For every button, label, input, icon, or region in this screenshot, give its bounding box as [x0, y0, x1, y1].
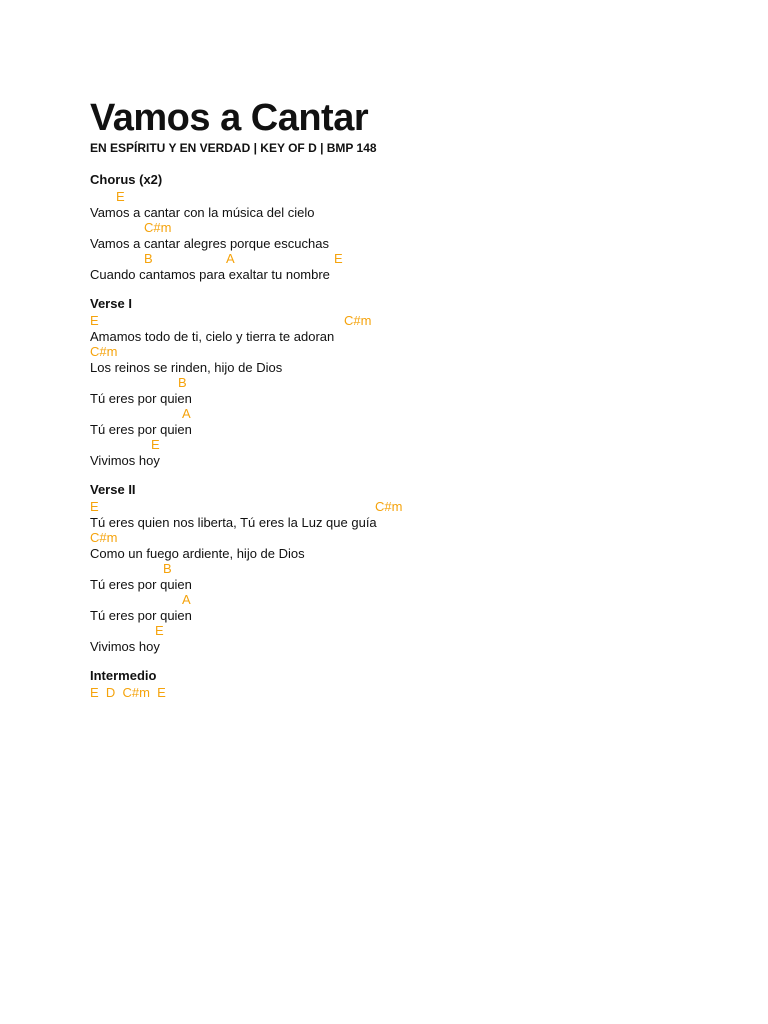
chord: C#m [344, 313, 372, 328]
lyric-line: Cuando cantamos para exaltar tu nombre [90, 266, 330, 282]
chord: B [163, 561, 172, 576]
section-intermedio [90, 667, 730, 701]
chord-line [90, 189, 730, 205]
chord: C#m [375, 499, 403, 514]
chord-line [90, 530, 730, 546]
lyric-line: Tú eres por quien [90, 607, 192, 623]
chord-line [90, 623, 730, 639]
chord: C#m [144, 220, 172, 235]
lyric-line: Vamos a cantar alegres porque escuchas [90, 235, 329, 251]
chord-line [90, 499, 730, 515]
song-sheet [90, 96, 730, 714]
section-title-verse-2: Verse II [90, 482, 136, 497]
chord: B [178, 375, 187, 390]
song-subtitle: EN ESPÍRITU Y EN VERDAD | KEY OF D | BMP 148 [90, 141, 377, 155]
lyric-line: Vivimos hoy [90, 452, 160, 468]
section-verse-2 [90, 481, 730, 654]
chord: E [151, 437, 160, 452]
chord: A [182, 592, 191, 607]
chord-line [90, 375, 730, 391]
song-title: Vamos a Cantar [90, 97, 369, 139]
chord: A [226, 251, 235, 266]
chord: E [116, 189, 125, 204]
chord-line [90, 344, 730, 360]
section-title-chorus: Chorus (x2) [90, 172, 163, 187]
section-title-intermedio: Intermedio [90, 668, 157, 683]
chord: E [155, 623, 164, 638]
lyric-line: Como un fuego ardiente, hijo de Dios [90, 545, 305, 561]
section-verse-1 [90, 295, 730, 468]
chord: C#m [90, 344, 118, 359]
chord-sequence: E D C#m E [90, 685, 166, 700]
section-title-verse-1: Verse I [90, 296, 132, 311]
chord-line [90, 437, 730, 453]
lyric-line: Tú eres por quien [90, 576, 192, 592]
chord-line [90, 561, 730, 577]
lyric-line: Vivimos hoy [90, 638, 160, 654]
chord-line [90, 406, 730, 422]
lyric-line: Vamos a cantar con la música del cielo [90, 204, 315, 220]
chord-line [90, 220, 730, 236]
lyric-line: Amamos todo de ti, cielo y tierra te adoran [90, 328, 335, 344]
section-chorus [90, 171, 730, 282]
chord: B [144, 251, 153, 266]
chord-line [90, 313, 730, 329]
chord: E [90, 499, 99, 514]
lyric-line: Tú eres quien nos liberta, Tú eres la Luz que guía [90, 514, 377, 530]
chord: E [90, 313, 99, 328]
chord: E [334, 251, 343, 266]
chord-line [90, 592, 730, 608]
lyric-line: Tú eres por quien [90, 390, 192, 406]
lyric-line: Tú eres por quien [90, 421, 192, 437]
chord: C#m [90, 530, 118, 545]
chord: A [182, 406, 191, 421]
chord-line [90, 251, 730, 267]
lyric-line: Los reinos se rinden, hijo de Dios [90, 359, 283, 375]
